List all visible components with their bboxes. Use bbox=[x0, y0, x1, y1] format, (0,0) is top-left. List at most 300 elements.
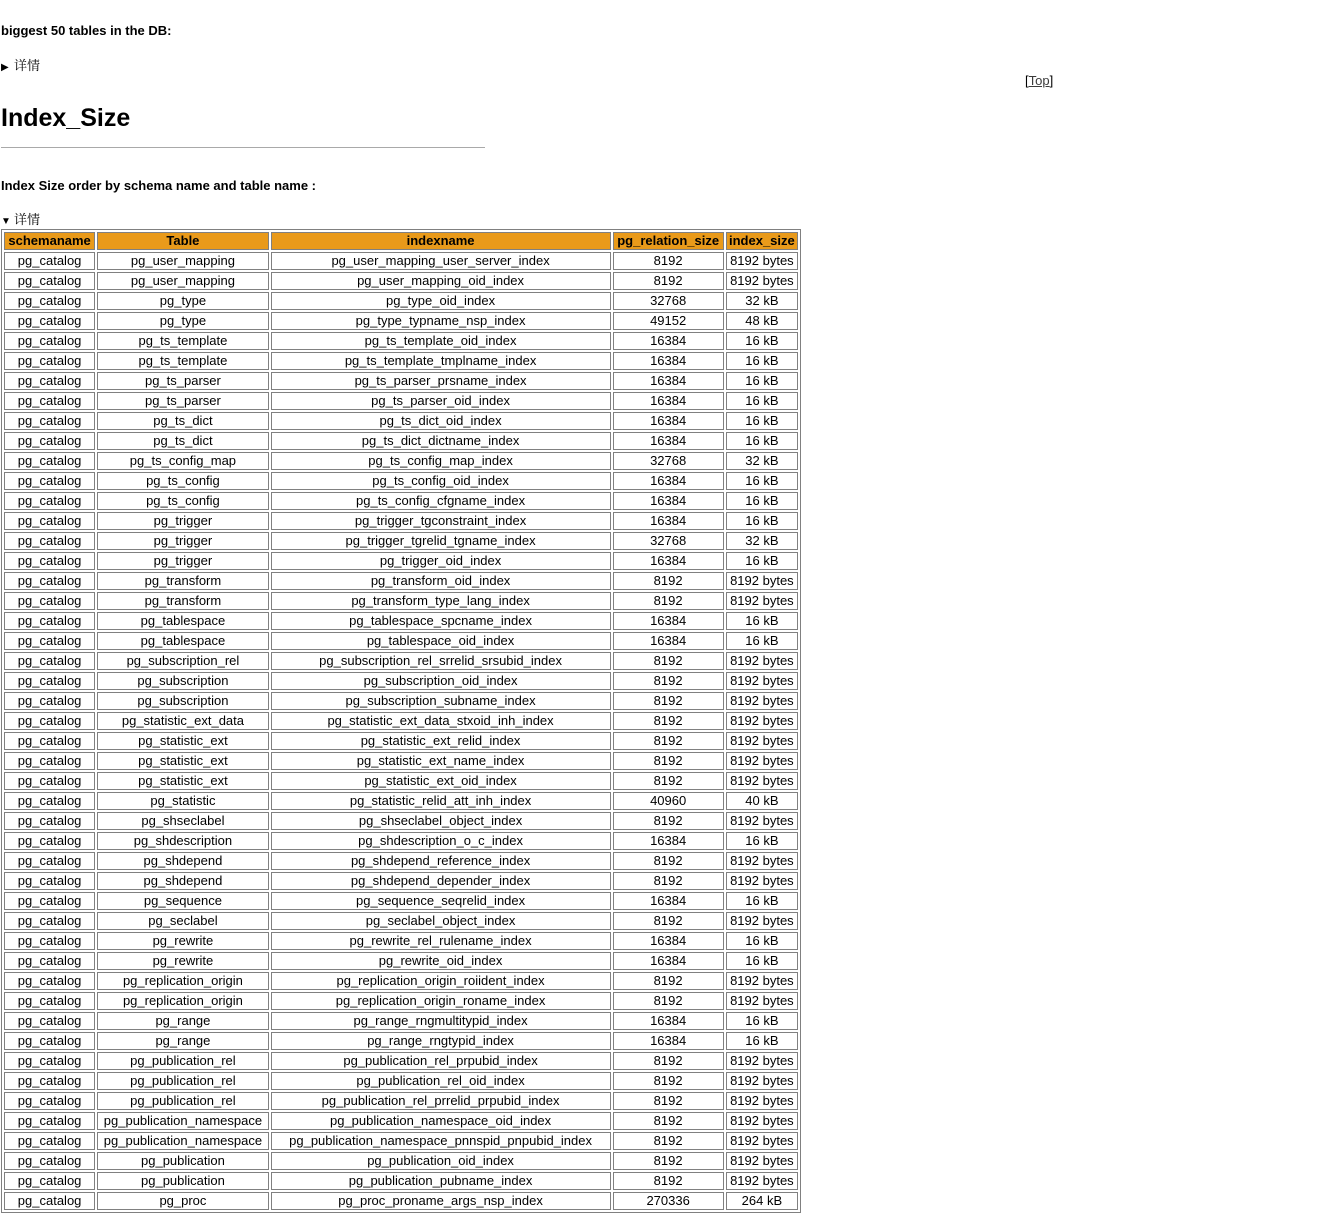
cell-index-size: 16 kB bbox=[726, 932, 798, 950]
cell-indexname: pg_trigger_oid_index bbox=[271, 552, 611, 570]
table-row bbox=[4, 1072, 798, 1090]
cell-indexname: pg_ts_parser_oid_index bbox=[271, 392, 611, 410]
table-row bbox=[4, 572, 798, 590]
cell-pg-relation-size: 8192 bbox=[613, 1112, 724, 1130]
cell-index-size: 8192 bytes bbox=[726, 852, 798, 870]
cell-schemaname: pg_catalog bbox=[4, 812, 95, 830]
table-row bbox=[4, 892, 798, 910]
cell-table: pg_range bbox=[97, 1012, 268, 1030]
cell-table: pg_type bbox=[97, 312, 268, 330]
cell-index-size: 8192 bytes bbox=[726, 1112, 798, 1130]
column-header-index-size: index_size bbox=[726, 232, 798, 250]
cell-indexname: pg_ts_config_map_index bbox=[271, 452, 611, 470]
cell-table: pg_subscription bbox=[97, 692, 268, 710]
cell-index-size: 8192 bytes bbox=[726, 252, 798, 270]
cell-indexname: pg_replication_origin_roname_index bbox=[271, 992, 611, 1010]
cell-indexname: pg_statistic_ext_data_stxoid_inh_index bbox=[271, 712, 611, 730]
cell-table: pg_sequence bbox=[97, 892, 268, 910]
cell-schemaname: pg_catalog bbox=[4, 712, 95, 730]
biggest-tables-details-toggle[interactable] bbox=[1, 58, 40, 75]
cell-indexname: pg_statistic_relid_att_inh_index bbox=[271, 792, 611, 810]
cell-table: pg_user_mapping bbox=[97, 252, 268, 270]
cell-index-size: 16 kB bbox=[726, 372, 798, 390]
table-row bbox=[4, 452, 798, 470]
cell-indexname: pg_type_oid_index bbox=[271, 292, 611, 310]
cell-index-size: 8192 bytes bbox=[726, 672, 798, 690]
cell-indexname: pg_subscription_subname_index bbox=[271, 692, 611, 710]
cell-indexname: pg_trigger_tgconstraint_index bbox=[271, 512, 611, 530]
cell-schemaname: pg_catalog bbox=[4, 852, 95, 870]
cell-pg-relation-size: 8192 bbox=[613, 252, 724, 270]
cell-index-size: 264 kB bbox=[726, 1192, 798, 1210]
column-header-pg-relation-size: pg_relation_size bbox=[613, 232, 724, 250]
cell-schemaname: pg_catalog bbox=[4, 532, 95, 550]
cell-table: pg_transform bbox=[97, 572, 268, 590]
table-row bbox=[4, 732, 798, 750]
cell-table: pg_ts_parser bbox=[97, 372, 268, 390]
cell-indexname: pg_ts_template_oid_index bbox=[271, 332, 611, 350]
cell-schemaname: pg_catalog bbox=[4, 652, 95, 670]
cell-pg-relation-size: 16384 bbox=[613, 392, 724, 410]
cell-index-size: 8192 bytes bbox=[726, 1072, 798, 1090]
table-row bbox=[4, 932, 798, 950]
section-title: Index_Size bbox=[1, 104, 131, 132]
cell-indexname: pg_statistic_ext_name_index bbox=[271, 752, 611, 770]
table-row bbox=[4, 1192, 798, 1210]
cell-index-size: 16 kB bbox=[726, 612, 798, 630]
cell-indexname: pg_user_mapping_oid_index bbox=[271, 272, 611, 290]
cell-schemaname: pg_catalog bbox=[4, 1192, 95, 1210]
cell-pg-relation-size: 8192 bbox=[613, 572, 724, 590]
cell-indexname: pg_ts_parser_prsname_index bbox=[271, 372, 611, 390]
cell-table: pg_proc bbox=[97, 1192, 268, 1210]
cell-table: pg_subscription_rel bbox=[97, 652, 268, 670]
table-row bbox=[4, 852, 798, 870]
cell-pg-relation-size: 8192 bbox=[613, 672, 724, 690]
cell-pg-relation-size: 8192 bbox=[613, 872, 724, 890]
cell-index-size: 48 kB bbox=[726, 312, 798, 330]
table-row bbox=[4, 792, 798, 810]
table-row bbox=[4, 352, 798, 370]
cell-index-size: 8192 bytes bbox=[726, 872, 798, 890]
table-header-row bbox=[4, 232, 798, 250]
cell-pg-relation-size: 16384 bbox=[613, 832, 724, 850]
cell-indexname: pg_publication_oid_index bbox=[271, 1152, 611, 1170]
table-row bbox=[4, 632, 798, 650]
cell-schemaname: pg_catalog bbox=[4, 492, 95, 510]
index-size-details-toggle[interactable] bbox=[1, 212, 40, 229]
cell-index-size: 32 kB bbox=[726, 452, 798, 470]
cell-schemaname: pg_catalog bbox=[4, 972, 95, 990]
cell-index-size: 16 kB bbox=[726, 952, 798, 970]
cell-index-size: 8192 bytes bbox=[726, 772, 798, 790]
cell-indexname: pg_publication_rel_prpubid_index bbox=[271, 1052, 611, 1070]
cell-schemaname: pg_catalog bbox=[4, 952, 95, 970]
cell-table: pg_statistic bbox=[97, 792, 268, 810]
cell-index-size: 16 kB bbox=[726, 432, 798, 450]
cell-schemaname: pg_catalog bbox=[4, 1172, 95, 1190]
cell-pg-relation-size: 16384 bbox=[613, 1032, 724, 1050]
cell-table: pg_rewrite bbox=[97, 932, 268, 950]
cell-pg-relation-size: 16384 bbox=[613, 332, 724, 350]
cell-table: pg_ts_dict bbox=[97, 432, 268, 450]
cell-index-size: 16 kB bbox=[726, 512, 798, 530]
cell-schemaname: pg_catalog bbox=[4, 1072, 95, 1090]
cell-indexname: pg_ts_config_cfgname_index bbox=[271, 492, 611, 510]
cell-table: pg_range bbox=[97, 1032, 268, 1050]
biggest-tables-heading: biggest 50 tables in the DB: bbox=[1, 23, 172, 38]
details-label: 详情 bbox=[14, 58, 41, 73]
cell-pg-relation-size: 16384 bbox=[613, 1012, 724, 1030]
cell-table: pg_trigger bbox=[97, 532, 268, 550]
cell-index-size: 16 kB bbox=[726, 892, 798, 910]
cell-index-size: 8192 bytes bbox=[726, 592, 798, 610]
table-row bbox=[4, 552, 798, 570]
cell-schemaname: pg_catalog bbox=[4, 872, 95, 890]
cell-indexname: pg_ts_template_tmplname_index bbox=[271, 352, 611, 370]
index-size-table bbox=[1, 229, 801, 1213]
cell-pg-relation-size: 8192 bbox=[613, 812, 724, 830]
cell-schemaname: pg_catalog bbox=[4, 592, 95, 610]
cell-index-size: 8192 bytes bbox=[726, 1172, 798, 1190]
cell-table: pg_trigger bbox=[97, 512, 268, 530]
table-row bbox=[4, 472, 798, 490]
table-row bbox=[4, 1092, 798, 1110]
cell-table: pg_ts_config_map bbox=[97, 452, 268, 470]
table-row bbox=[4, 812, 798, 830]
cell-schemaname: pg_catalog bbox=[4, 1132, 95, 1150]
cell-index-size: 8192 bytes bbox=[726, 812, 798, 830]
table-row bbox=[4, 292, 798, 310]
cell-schemaname: pg_catalog bbox=[4, 512, 95, 530]
top-link-close-bracket: ] bbox=[1049, 73, 1054, 88]
cell-index-size: 8192 bytes bbox=[726, 712, 798, 730]
cell-schemaname: pg_catalog bbox=[4, 1032, 95, 1050]
cell-pg-relation-size: 16384 bbox=[613, 952, 724, 970]
cell-indexname: pg_trigger_tgrelid_tgname_index bbox=[271, 532, 611, 550]
table-row bbox=[4, 832, 798, 850]
cell-indexname: pg_proc_proname_args_nsp_index bbox=[271, 1192, 611, 1210]
cell-pg-relation-size: 16384 bbox=[613, 932, 724, 950]
cell-indexname: pg_shdescription_o_c_index bbox=[271, 832, 611, 850]
cell-indexname: pg_tablespace_oid_index bbox=[271, 632, 611, 650]
cell-schemaname: pg_catalog bbox=[4, 1052, 95, 1070]
cell-schemaname: pg_catalog bbox=[4, 412, 95, 430]
cell-pg-relation-size: 8192 bbox=[613, 1092, 724, 1110]
cell-pg-relation-size: 8192 bbox=[613, 972, 724, 990]
cell-schemaname: pg_catalog bbox=[4, 792, 95, 810]
cell-table: pg_replication_origin bbox=[97, 992, 268, 1010]
table-row bbox=[4, 872, 798, 890]
cell-pg-relation-size: 8192 bbox=[613, 1072, 724, 1090]
cell-index-size: 16 kB bbox=[726, 1012, 798, 1030]
cell-table: pg_ts_parser bbox=[97, 392, 268, 410]
index-size-table-container bbox=[1, 229, 801, 1216]
top-link-open-bracket: [ bbox=[1025, 73, 1029, 88]
cell-pg-relation-size: 16384 bbox=[613, 492, 724, 510]
cell-pg-relation-size: 270336 bbox=[613, 1192, 724, 1210]
cell-pg-relation-size: 8192 bbox=[613, 1172, 724, 1190]
cell-pg-relation-size: 40960 bbox=[613, 792, 724, 810]
cell-schemaname: pg_catalog bbox=[4, 552, 95, 570]
cell-pg-relation-size: 8192 bbox=[613, 1152, 724, 1170]
section-description: Index Size order by schema name and table name : bbox=[1, 178, 316, 193]
cell-pg-relation-size: 16384 bbox=[613, 412, 724, 430]
cell-index-size: 16 kB bbox=[726, 632, 798, 650]
cell-table: pg_statistic_ext bbox=[97, 732, 268, 750]
cell-schemaname: pg_catalog bbox=[4, 332, 95, 350]
cell-pg-relation-size: 32768 bbox=[613, 292, 724, 310]
cell-index-size: 16 kB bbox=[726, 352, 798, 370]
index-size-table-body bbox=[4, 252, 798, 1210]
cell-pg-relation-size: 32768 bbox=[613, 452, 724, 470]
cell-indexname: pg_shseclabel_object_index bbox=[271, 812, 611, 830]
cell-schemaname: pg_catalog bbox=[4, 292, 95, 310]
cell-indexname: pg_range_rngtypid_index bbox=[271, 1032, 611, 1050]
cell-table: pg_ts_config bbox=[97, 472, 268, 490]
cell-table: pg_shdescription bbox=[97, 832, 268, 850]
cell-table: pg_publication bbox=[97, 1172, 268, 1190]
cell-indexname: pg_publication_rel_oid_index bbox=[271, 1072, 611, 1090]
cell-table: pg_shdepend bbox=[97, 852, 268, 870]
cell-indexname: pg_ts_config_oid_index bbox=[271, 472, 611, 490]
top-link-container bbox=[1025, 73, 1053, 88]
cell-pg-relation-size: 8192 bbox=[613, 772, 724, 790]
cell-table: pg_rewrite bbox=[97, 952, 268, 970]
cell-indexname: pg_publication_namespace_oid_index bbox=[271, 1112, 611, 1130]
column-header-schemaname: schemaname bbox=[4, 232, 95, 250]
table-row bbox=[4, 612, 798, 630]
cell-pg-relation-size: 8192 bbox=[613, 852, 724, 870]
table-row bbox=[4, 332, 798, 350]
cell-schemaname: pg_catalog bbox=[4, 992, 95, 1010]
cell-index-size: 8192 bytes bbox=[726, 732, 798, 750]
cell-index-size: 16 kB bbox=[726, 472, 798, 490]
cell-indexname: pg_statistic_ext_oid_index bbox=[271, 772, 611, 790]
cell-index-size: 8192 bytes bbox=[726, 1152, 798, 1170]
cell-indexname: pg_seclabel_object_index bbox=[271, 912, 611, 930]
expanded-triangle-icon: ▼ bbox=[1, 216, 11, 227]
cell-indexname: pg_statistic_ext_relid_index bbox=[271, 732, 611, 750]
cell-table: pg_shdepend bbox=[97, 872, 268, 890]
cell-schemaname: pg_catalog bbox=[4, 772, 95, 790]
cell-indexname: pg_subscription_rel_srrelid_srsubid_index bbox=[271, 652, 611, 670]
cell-pg-relation-size: 8192 bbox=[613, 1052, 724, 1070]
top-link[interactable]: Top bbox=[1028, 73, 1050, 88]
cell-table: pg_publication_namespace bbox=[97, 1132, 268, 1150]
table-row bbox=[4, 532, 798, 550]
cell-table: pg_statistic_ext_data bbox=[97, 712, 268, 730]
cell-indexname: pg_publication_pubname_index bbox=[271, 1172, 611, 1190]
cell-pg-relation-size: 16384 bbox=[613, 612, 724, 630]
cell-indexname: pg_sequence_seqrelid_index bbox=[271, 892, 611, 910]
cell-index-size: 16 kB bbox=[726, 1032, 798, 1050]
cell-schemaname: pg_catalog bbox=[4, 1152, 95, 1170]
cell-schemaname: pg_catalog bbox=[4, 432, 95, 450]
cell-indexname: pg_user_mapping_user_server_index bbox=[271, 252, 611, 270]
cell-schemaname: pg_catalog bbox=[4, 572, 95, 590]
cell-pg-relation-size: 16384 bbox=[613, 552, 724, 570]
cell-indexname: pg_transform_oid_index bbox=[271, 572, 611, 590]
cell-schemaname: pg_catalog bbox=[4, 372, 95, 390]
cell-table: pg_replication_origin bbox=[97, 972, 268, 990]
cell-indexname: pg_shdepend_depender_index bbox=[271, 872, 611, 890]
table-row bbox=[4, 692, 798, 710]
cell-pg-relation-size: 16384 bbox=[613, 632, 724, 650]
cell-table: pg_tablespace bbox=[97, 632, 268, 650]
cell-pg-relation-size: 16384 bbox=[613, 372, 724, 390]
cell-table: pg_statistic_ext bbox=[97, 772, 268, 790]
cell-schemaname: pg_catalog bbox=[4, 672, 95, 690]
cell-index-size: 8192 bytes bbox=[726, 572, 798, 590]
cell-table: pg_publication_rel bbox=[97, 1072, 268, 1090]
cell-index-size: 8192 bytes bbox=[726, 752, 798, 770]
table-row bbox=[4, 672, 798, 690]
cell-index-size: 8192 bytes bbox=[726, 1132, 798, 1150]
cell-table: pg_user_mapping bbox=[97, 272, 268, 290]
cell-indexname: pg_transform_type_lang_index bbox=[271, 592, 611, 610]
cell-schemaname: pg_catalog bbox=[4, 752, 95, 770]
cell-index-size: 32 kB bbox=[726, 532, 798, 550]
table-row bbox=[4, 592, 798, 610]
cell-pg-relation-size: 8192 bbox=[613, 712, 724, 730]
table-row bbox=[4, 1012, 798, 1030]
table-row bbox=[4, 1152, 798, 1170]
cell-table: pg_shseclabel bbox=[97, 812, 268, 830]
cell-schemaname: pg_catalog bbox=[4, 932, 95, 950]
table-row bbox=[4, 272, 798, 290]
cell-indexname: pg_ts_dict_dictname_index bbox=[271, 432, 611, 450]
cell-indexname: pg_type_typname_nsp_index bbox=[271, 312, 611, 330]
cell-pg-relation-size: 8192 bbox=[613, 592, 724, 610]
cell-schemaname: pg_catalog bbox=[4, 252, 95, 270]
cell-pg-relation-size: 8192 bbox=[613, 912, 724, 930]
cell-table: pg_publication_namespace bbox=[97, 1112, 268, 1130]
table-row bbox=[4, 492, 798, 510]
cell-index-size: 16 kB bbox=[726, 492, 798, 510]
cell-table: pg_ts_config bbox=[97, 492, 268, 510]
cell-index-size: 8192 bytes bbox=[726, 972, 798, 990]
table-row bbox=[4, 992, 798, 1010]
table-row bbox=[4, 1112, 798, 1130]
cell-pg-relation-size: 8192 bbox=[613, 992, 724, 1010]
cell-table: pg_ts_template bbox=[97, 352, 268, 370]
cell-indexname: pg_subscription_oid_index bbox=[271, 672, 611, 690]
table-row bbox=[4, 772, 798, 790]
table-row bbox=[4, 412, 798, 430]
cell-index-size: 8192 bytes bbox=[726, 692, 798, 710]
cell-pg-relation-size: 8192 bbox=[613, 1132, 724, 1150]
cell-schemaname: pg_catalog bbox=[4, 1012, 95, 1030]
cell-indexname: pg_range_rngmultitypid_index bbox=[271, 1012, 611, 1030]
cell-schemaname: pg_catalog bbox=[4, 732, 95, 750]
cell-index-size: 8192 bytes bbox=[726, 272, 798, 290]
cell-pg-relation-size: 16384 bbox=[613, 512, 724, 530]
cell-index-size: 16 kB bbox=[726, 392, 798, 410]
cell-schemaname: pg_catalog bbox=[4, 912, 95, 930]
table-row bbox=[4, 712, 798, 730]
table-row bbox=[4, 512, 798, 530]
cell-indexname: pg_publication_rel_prrelid_prpubid_index bbox=[271, 1092, 611, 1110]
cell-pg-relation-size: 16384 bbox=[613, 472, 724, 490]
cell-schemaname: pg_catalog bbox=[4, 1112, 95, 1130]
table-row bbox=[4, 1132, 798, 1150]
table-row bbox=[4, 372, 798, 390]
cell-pg-relation-size: 49152 bbox=[613, 312, 724, 330]
cell-indexname: pg_publication_namespace_pnnspid_pnpubid_index bbox=[271, 1132, 611, 1150]
cell-indexname: pg_ts_dict_oid_index bbox=[271, 412, 611, 430]
table-row bbox=[4, 972, 798, 990]
table-row bbox=[4, 312, 798, 330]
cell-index-size: 32 kB bbox=[726, 292, 798, 310]
cell-indexname: pg_rewrite_rel_rulename_index bbox=[271, 932, 611, 950]
cell-table: pg_subscription bbox=[97, 672, 268, 690]
cell-table: pg_publication_rel bbox=[97, 1052, 268, 1070]
cell-schemaname: pg_catalog bbox=[4, 892, 95, 910]
column-header-table: Table bbox=[97, 232, 268, 250]
table-row bbox=[4, 652, 798, 670]
table-row bbox=[4, 392, 798, 410]
cell-table: pg_transform bbox=[97, 592, 268, 610]
cell-index-size: 8192 bytes bbox=[726, 992, 798, 1010]
cell-schemaname: pg_catalog bbox=[4, 1092, 95, 1110]
cell-table: pg_ts_dict bbox=[97, 412, 268, 430]
cell-schemaname: pg_catalog bbox=[4, 612, 95, 630]
table-row bbox=[4, 432, 798, 450]
cell-index-size: 16 kB bbox=[726, 552, 798, 570]
cell-schemaname: pg_catalog bbox=[4, 312, 95, 330]
cell-table: pg_ts_template bbox=[97, 332, 268, 350]
cell-schemaname: pg_catalog bbox=[4, 352, 95, 370]
cell-pg-relation-size: 16384 bbox=[613, 352, 724, 370]
cell-pg-relation-size: 8192 bbox=[613, 272, 724, 290]
cell-schemaname: pg_catalog bbox=[4, 832, 95, 850]
cell-table: pg_tablespace bbox=[97, 612, 268, 630]
cell-table: pg_statistic_ext bbox=[97, 752, 268, 770]
cell-index-size: 16 kB bbox=[726, 832, 798, 850]
cell-indexname: pg_replication_origin_roiident_index bbox=[271, 972, 611, 990]
cell-index-size: 16 kB bbox=[726, 412, 798, 430]
cell-index-size: 8192 bytes bbox=[726, 1092, 798, 1110]
cell-index-size: 16 kB bbox=[726, 332, 798, 350]
cell-table: pg_publication_rel bbox=[97, 1092, 268, 1110]
cell-schemaname: pg_catalog bbox=[4, 272, 95, 290]
cell-indexname: pg_tablespace_spcname_index bbox=[271, 612, 611, 630]
cell-pg-relation-size: 8192 bbox=[613, 732, 724, 750]
cell-pg-relation-size: 16384 bbox=[613, 432, 724, 450]
cell-table: pg_type bbox=[97, 292, 268, 310]
cell-schemaname: pg_catalog bbox=[4, 472, 95, 490]
cell-table: pg_seclabel bbox=[97, 912, 268, 930]
cell-schemaname: pg_catalog bbox=[4, 392, 95, 410]
cell-index-size: 8192 bytes bbox=[726, 1052, 798, 1070]
cell-pg-relation-size: 8192 bbox=[613, 692, 724, 710]
details-label: 详情 bbox=[14, 212, 41, 227]
cell-schemaname: pg_catalog bbox=[4, 692, 95, 710]
cell-schemaname: pg_catalog bbox=[4, 632, 95, 650]
table-row bbox=[4, 1172, 798, 1190]
cell-table: pg_trigger bbox=[97, 552, 268, 570]
cell-indexname: pg_shdepend_reference_index bbox=[271, 852, 611, 870]
cell-index-size: 8192 bytes bbox=[726, 912, 798, 930]
cell-pg-relation-size: 32768 bbox=[613, 532, 724, 550]
table-row bbox=[4, 912, 798, 930]
collapsed-triangle-icon: ▶ bbox=[1, 62, 9, 73]
cell-pg-relation-size: 8192 bbox=[613, 652, 724, 670]
column-header-indexname: indexname bbox=[271, 232, 611, 250]
table-row bbox=[4, 752, 798, 770]
table-row bbox=[4, 952, 798, 970]
